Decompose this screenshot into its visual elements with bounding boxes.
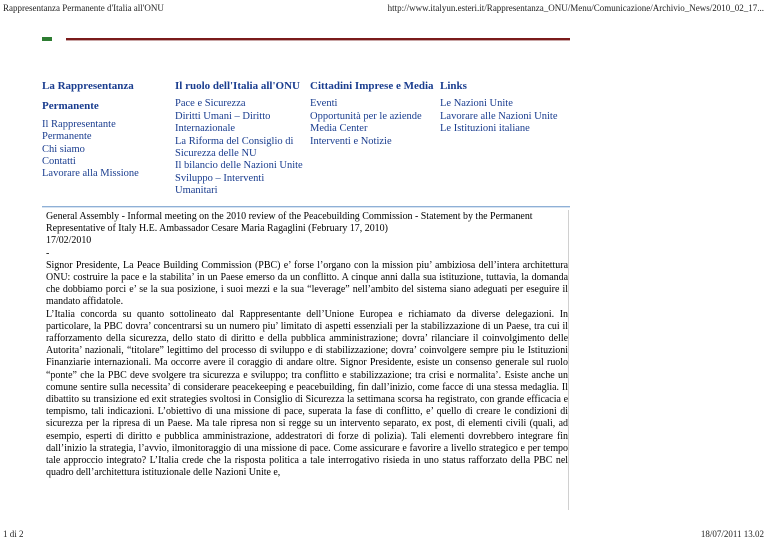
article-date: 17/02/2010: [46, 235, 92, 247]
nav-link-media-center[interactable]: Media Center: [310, 123, 368, 135]
nav-link-bilancio[interactable]: Il bilancio delle Nazioni Unite: [175, 160, 303, 172]
nav-link-rappresentante[interactable]: Il Rappresentante: [42, 118, 116, 130]
nav-link-umanitari[interactable]: Umanitari: [175, 185, 218, 197]
print-footer-timestamp: 18/07/2011 13.02: [700, 529, 764, 539]
nav-link-pace-sicurezza[interactable]: Pace e Sicurezza: [175, 98, 246, 110]
nav-link-lavorare-missione[interactable]: Lavorare alla Missione: [42, 168, 139, 180]
nav-link-interventi-notizie[interactable]: Interventi e Notizie: [310, 135, 392, 147]
header-divider-shadow: [66, 40, 570, 41]
nav-subheading-permanente: Permanente: [42, 100, 99, 113]
nav-column-links: [440, 80, 580, 136]
nav-link-eventi[interactable]: Eventi: [310, 98, 338, 110]
nav-link-nazioni-unite[interactable]: Le Nazioni Unite: [440, 98, 513, 110]
nav-column-ruolo: [175, 80, 310, 198]
article-paragraph: L’Italia concorda su quanto sottolineato dal Rappresentante dell’Unione Europea e richiamato da diverse delegazioni. In particolare, la PBC dovra’ concentrarsi su un numero piu’ limitato di aspetti essenziali per la stabilizzazione di un Paese, tra cui il rafforzamento della sicurezza, dello stato di diritto e della pubblica amministrazione; dovra’ rilanciare il coinvolgimento delle Autorita’ nazionali, “titolare” legittimo del processo di sviluppo e di stabilizzazione; dovra’ coinvolgere sempre piu le Istituzioni Finanziarie internazionali. Ma occorre avere il coraggio di andare oltre. Signor Presidente, esiste un consenso generale sul ruolo “ponte” che la PBC deve svolgere tra sicurezza e sviluppo; tra conflitto e stabilizzazione; tra crisi e normalita’. Esiste anche un comune sentire sulla necessita’ di considerare peacekeeping e peacebuilding, fin dall’inizio, come facce di una stessa medaglia. Il dibattito su transizione ed exit strategies svoltosi in Consiglio di Sicurezza la settimana scorsa ha registrato, con grande efficacia e tempismo, tali indicazioni. L’obiettivo di una missione di pace, superata la fase di conflitto, e’ quello di creare le condizioni di sicurezza per la ripresa di un Paese. Ma tale ripresa non si regge su un intervento separato, ex post, di elementi civili (quali, ad esempio, esperti di diritto e pubblica amministrazione, addestratori di forze di polizia). Tali elementi dovrebbero integrare fin dall’inizio la strategia, l’avvio, ilmonitoraggio di una missione di pace. Come assicurare e favorire a livello strategico e per tempo tale approccio integrato? L’Italia crede che la risposta politica a tale interrogativo risieda in uno status rafforzato della PBC nel quadro dell’architettura istituzionale delle Nazioni Unite e,: [46, 308, 568, 479]
article-title: General Assembly - Informal meeting on the 2010 review of the Peacebuilding Commission - Statement by the Permanent Representative of Italy H.E. Ambassador Cesare Maria Ragaglini (February 17, 2010): [46, 211, 533, 235]
content-divider-shadow: [42, 207, 570, 208]
nav-link-opportunita[interactable]: Opportunità per le aziende: [310, 110, 422, 122]
print-footer-page-count: 1 di 2: [3, 529, 24, 539]
print-header-title: Rappresentanza Permanente d'Italia all'ONU: [3, 3, 164, 13]
nav-link-permanente[interactable]: Permanente: [42, 131, 92, 143]
nav-link-contatti[interactable]: Contatti: [42, 156, 76, 168]
nav-link-riforma-consiglio[interactable]: La Riforma del Consiglio di: [175, 135, 294, 147]
nav-link-internazionale[interactable]: Internazionale: [175, 123, 236, 135]
nav-column-cittadini: [310, 80, 440, 148]
article-separator: -: [46, 247, 50, 259]
nav-link-diritti-umani[interactable]: Diritti Umani – Diritto: [175, 110, 271, 122]
nav-heading-links: Links: [440, 80, 467, 92]
article-body: [46, 211, 568, 479]
print-header-url: http://www.italyun.esteri.it/Rappresentanza_ONU/Menu/Comunicazione/Archivio_News/2010_02_17...: [387, 3, 764, 13]
nav-link-chi-siamo[interactable]: Chi siamo: [42, 143, 85, 155]
article-paragraph: Signor Presidente, La Peace Building Commission (PBC) e’ forse l’organo con la mission piu’ ambiziosa dell’intera architettura ONU: costruire la pace e la stabilita’ in un Paese emerso da un conflitto. A cinque anni dalla sua istituzione, tuttavia, la domanda che dobbiamo porci e’ se la sua posizione, i suoi mezzi e la sua “leverage” nell’ambito del sistema siano adeguati per eseguire il mandato affidatole.: [46, 259, 568, 308]
nav-heading-ruolo: Il ruolo dell'Italia all'ONU: [175, 80, 300, 92]
brand-accent-bar: [42, 37, 52, 41]
nav-link-sicurezza-nu[interactable]: Sicurezza delle NU: [175, 148, 257, 160]
nav-link-istituzioni[interactable]: Le Istituzioni italiane: [440, 123, 530, 135]
content-right-border: [568, 210, 569, 510]
nav-column-rappresentanza: [42, 80, 170, 181]
nav-heading-cittadini: Cittadini Imprese e Media: [310, 80, 434, 92]
nav-link-lavorare-nu[interactable]: Lavorare alle Nazioni Unite: [440, 110, 558, 122]
nav-heading-rappresentanza: La Rappresentanza: [42, 80, 134, 92]
nav-link-sviluppo[interactable]: Sviluppo – Interventi: [175, 172, 265, 184]
